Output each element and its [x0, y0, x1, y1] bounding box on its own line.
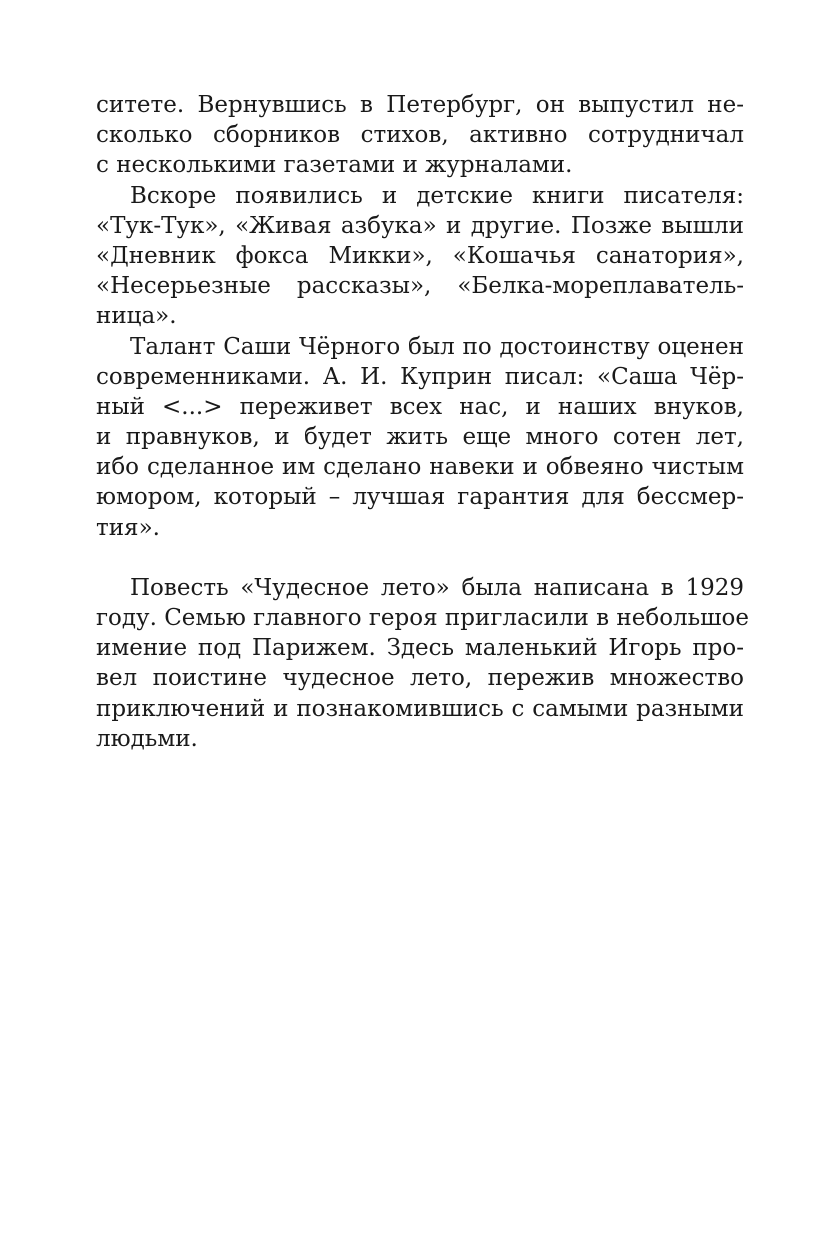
text-line: тия».: [96, 514, 160, 541]
text-line: современниками. А. И. Куприн писал: «Саша Чёр-: [96, 363, 744, 390]
text-line: с несколькими газетами и журналами.: [96, 152, 573, 179]
text-line: ный <...> переживет всех нас, и наших внуков,: [96, 393, 744, 420]
text-line: и правнуков, и будет жить еще много сотен лет,: [96, 424, 744, 451]
paragraph-3: [96, 332, 744, 543]
text-line: ница».: [96, 303, 177, 330]
text-line: вел поистине чудесное лето, пережив множество: [96, 665, 744, 692]
text-line: Талант Саши Чёрного был по достоинству оценен: [130, 333, 744, 360]
paragraph-4: [96, 573, 750, 754]
text-line: ибо сделанное им сделано навеки и обвеяно чистым: [96, 454, 744, 481]
text-line: «Тук-Тук», «Живая азбука» и другие. Позже вышли: [96, 212, 744, 239]
page-text: [96, 90, 750, 754]
text-line: имение под Парижем. Здесь маленький Игорь про-: [96, 635, 744, 662]
text-line: Вскоре появились и детские книги писателя:: [130, 182, 744, 209]
section-gap: [96, 543, 744, 573]
paragraph-1: [96, 90, 744, 181]
text-line: «Дневник фокса Микки», «Кошачья санатория»,: [96, 242, 744, 269]
paragraph-2: [96, 181, 744, 332]
text-line: юмором, который – лучшая гарантия для бессмер-: [96, 484, 744, 511]
text-line: людьми.: [96, 725, 198, 752]
text-line: приключений и познакомившись с самыми разными: [96, 695, 744, 722]
text-line: сколько сборников стихов, активно сотрудничал: [96, 122, 744, 149]
text-line: «Несерьезные рассказы», «Белка-мореплаватель-: [96, 273, 744, 300]
text-line: Повесть «Чудесное лето» была написана в 1929: [130, 574, 744, 601]
text-line: году. Семью главного героя пригласили в небольшое: [96, 605, 750, 631]
text-line: ситете. Вернувшись в Петербург, он выпустил не-: [96, 92, 744, 118]
